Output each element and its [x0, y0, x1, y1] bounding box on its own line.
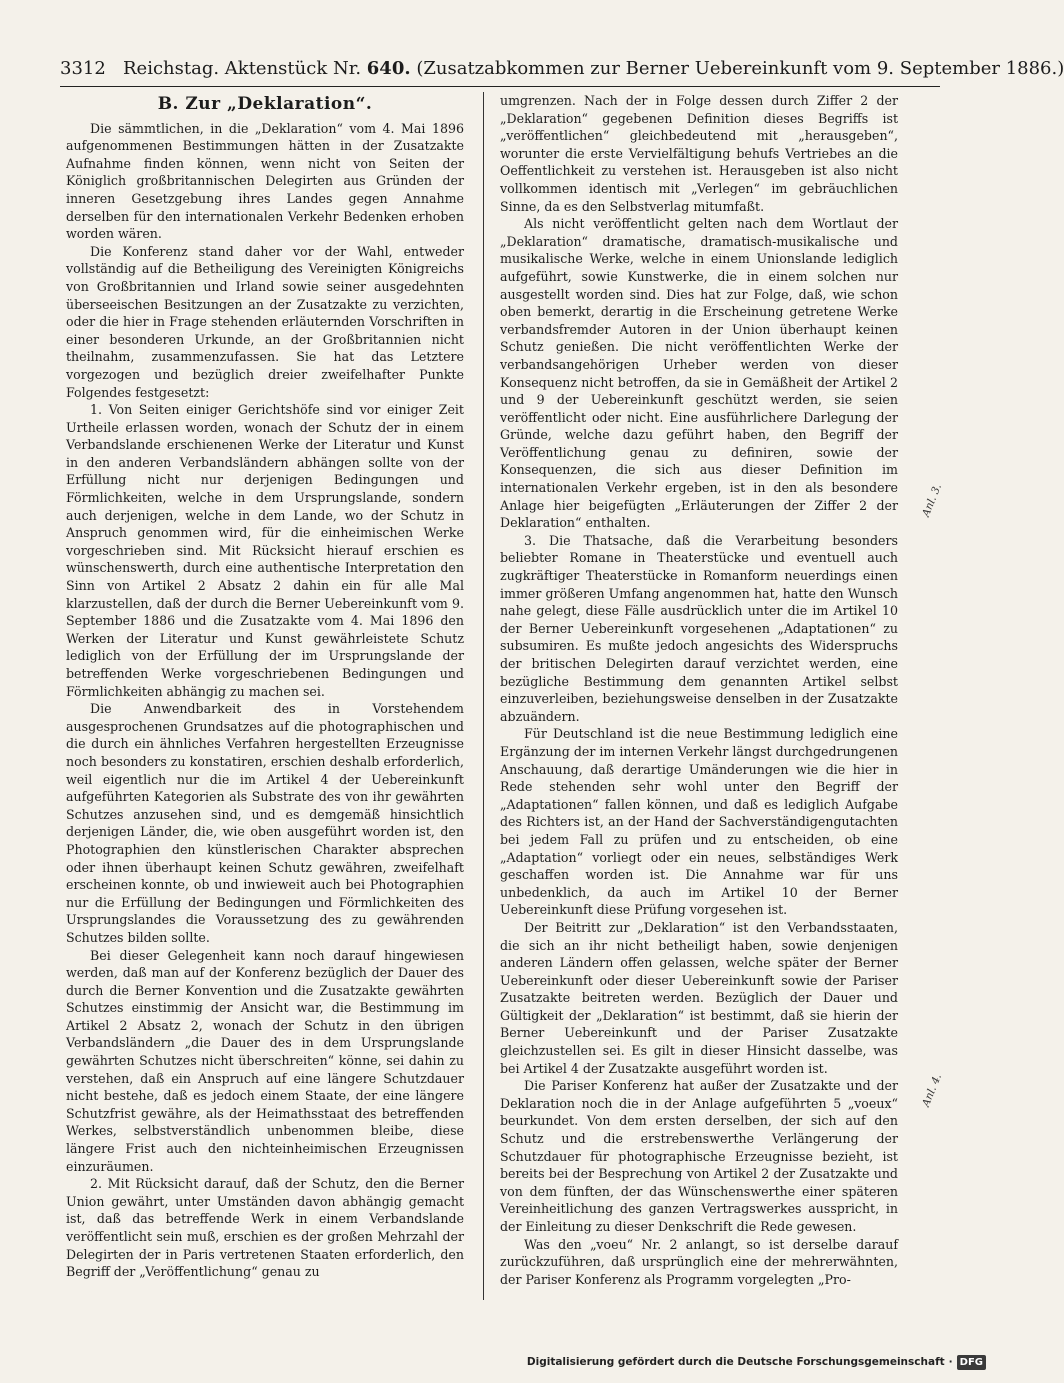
paragraph: Der Beitritt zur „Deklaration“ ist den Verbandsstaaten, die sich an ihr nicht betheiligt haben, sowie denjenigen anderen Ländern offen gelassen, welche später der Berner Uebereinkunft oder dieser Uebereinkunft sowie der Pariser Zusatzakte beitreten werden. Bezüglich der Dauer und Gültigkeit der „Deklaration“ ist bestimmt, daß sie hierin der Berner Uebereinkunft und der Pariser Zusatzakte gleichzustellen sei. Es gilt in dieser Hinsicht dasselbe, was bei Artikel 4 der Zusatzakte ausgeführt worden ist. [500, 919, 898, 1076]
page-number: 3312 [60, 58, 106, 79]
paragraph: Die Konferenz stand daher vor der Wahl, entweder vollständig auf die Betheiligung des Vereinigten Königreichs von Großbritannien und Irland sowie seiner ausgedehnten überseeischen Besitzungen an der Zusatzakte zu verzichten, oder die hier in Frage stehenden erläuternden Vorschriften in einer besonderen Urkunde, an der Großbritannien nicht theilnahm, zusammenzufassen. Sie hat das Letztere vorgezogen und bezüglich dreier zweifelhafter Punkte Folgendes festgesetzt: [66, 243, 464, 400]
header-subject: (Zusatzabkommen zur Berner Uebereinkunft vom 9. September 1886.) [416, 58, 1064, 79]
paragraph: Die Pariser Konferenz hat außer der Zusatzakte und der Deklaration noch die in der Anlage aufgeführten 5 „voeux“ beurkundet. Von dem ersten derselben, der sich auf den Schutz und die erstrebenswerthe Verlängerung der Schutzdauer für photographische Erzeugnisse bezieht, ist bereits bei der Besprechung von Artikel 2 der Zusatzakte und von dem fünften, der das Wünschenswerthe einer späteren Vereinheitlichung des ganzen Vertragswerkes ausspricht, in der Einleitung zu dieser Denkschrift die Rede gewesen. [500, 1078, 898, 1234]
section-title: B. Zur „Deklaration“. [157, 94, 373, 114]
right-column [500, 92, 898, 1302]
dfg-logo: DFG [957, 1355, 986, 1370]
running-header [60, 58, 1064, 84]
footer-text: Digitalisierung gefördert durch die Deutsche Forschungsgemeinschaft [526, 1356, 945, 1368]
margin-note-anl-3: Anl. 3. [920, 482, 945, 519]
paragraph: Was den „voeu“ Nr. 2 anlangt, so ist derselbe darauf zurückzuführen, daß ursprünglich eine der mehrerwähnten, der Pariser Konferenz als Programm vorgelegten „Pro- [500, 1236, 898, 1287]
paragraph: Die Anwendbarkeit des in Vorstehendem ausgesprochenen Grundsatzes auf die photographischen und die durch ein ähnliches Verfahren hergestellten Erzeugnisse noch besonders zu konstatiren, erschien deshalb erforderlich, weil eigentlich nur die im Artikel 4 der Uebereinkunft aufgeführten Kategorien als Substrate des von ihr gewährten Schutzes anzusehen sind, und es demgemäß hinsichtlich derjenigen Länder, die, wie oben ausgeführt worden ist, den Photographien den künstlerischen Charakter absprechen oder ihnen überhaupt keinen Schutz gewähren, zweifelhaft erscheinen konnte, ob und inwieweit auch bei Photographien nur die Erfüllung der Bedingungen und Förmlichkeiten des Ursprungslandes die Voraussetzung des zu gewährenden Schutzes bilden sollte. [66, 701, 464, 945]
column-divider [483, 92, 484, 1300]
paragraph: Für Deutschland ist die neue Bestimmung lediglich eine Ergänzung der im internen Verkehr längst durchgedrungenen Anschauung, daß derartige Umänderungen wie die hier in Rede stehenden sehr wohl unter den Begriff der „Adaptationen“ fallen können, und daß es lediglich Aufgabe des Richters ist, an der Hand der Sachverständigengutachten bei jedem Fall zu prüfen und zu entscheiden, ob eine „Adaptation“ vorliegt oder ein neues, selbständiges Werk geschaffen worden ist. Die Annahme war für uns unbedenklich, da auch im Artikel 10 der Berner Uebereinkunft diese Prüfung vorgesehen ist. [500, 726, 898, 918]
header-rule [60, 86, 940, 87]
paragraph: umgrenzen. Nach der in Folge dessen durch Ziffer 2 der „Deklaration“ gegebenen Definition dieses Begriffs ist „veröffentlichen“ gleichbedeutend mit „herausgeben“, worunter die erste Vervielfältigung behufs Vertriebes an die Oeffentlichkeit zu verstehen ist. Herausgeben ist also nicht vollkommen identisch mit „Verlegen“ im gebräuchlichen Sinne, da es den Selbstverlag mitumfaßt. [500, 93, 898, 214]
paragraph: Bei dieser Gelegenheit kann noch darauf hingewiesen werden, daß man auf der Konferenz bezüglich der Dauer des durch die Berner Konvention und die Zusatzakte gewährten Schutzes einstimmig der Ansicht war, die Bestimmung im Artikel 2 Absatz 2, wonach der Schutz in den übrigen Verbandsländern „die Dauer des in dem Ursprungslande gewährten Schutzes nicht überschreiten“ könne, sei dahin zu verstehen, daß ein Anspruch auf eine längere Schutzdauer nicht bestehe, daß es jedoch einem Staate, der eine längere Schutzfrist gewähre, als der Heimathsstaat des betreffenden Werkes, selbstverständlich unbenommen bleibe, diese längere Frist auch den nichteinheimischen Erzeugnissen einzuräumen. [66, 947, 464, 1174]
paragraph: Die sämmtlichen, in die „Deklaration“ vom 4. Mai 1896 aufgenommenen Bestimmungen hätten in der Zusatzakte Aufnahme finden können, wenn nicht von Seiten der Königlich großbritannischen Delegirten aus Gründen der inneren Gesetzgebung ihres Landes gegen Annahme derselben für den internationalen Verkehr Bedenken erhoben worden wären. [66, 120, 464, 242]
paragraph: 2. Mit Rücksicht darauf, daß der Schutz, den die Berner Union gewährt, unter Umständen davon abhängig gemacht ist, daß das betreffende Werk in einem Verbandslande veröffentlicht sein muß, erschien es der großen Mehrzahl der Delegirten der in Paris vertretenen Staaten erforderlich, den Begriff der „Veröffentlichung“ genau zu [66, 1176, 464, 1280]
left-column [66, 92, 464, 1302]
paragraph: 3. Die Thatsache, daß die Verarbeitung besonders beliebter Romane in Theaterstücke und eventuell auch zugkräftiger Theaterstücke in Romanform neuerdings einen immer größeren Umfang angenommen hat, hatte den Wunsch nahe gelegt, diese Fälle ausdrücklich unter die im Artikel 10 der Berner Uebereinkunft vorgesehenen „Adaptationen“ zu subsumiren. Es mußte jedoch angesichts des Widerspruchs der britischen Delegirten darauf verzichtet werden, eine bezügliche Bestimmung dem genannten Artikel selbst einzuverleiben, beziehungsweise denselben in der Zusatzakte abzuändern. [500, 532, 898, 724]
paragraph: 1. Von Seiten einiger Gerichtshöfe sind vor einiger Zeit Urtheile erlassen worden, wonach der Schutz der in einem Verbandslande erschienenen Werke der Literatur und Kunst in den anderen Verbandsländern abhängen sollte von der Erfüllung nicht nur derjenigen Bedingungen und Förmlichkeiten, welche in dem Ursprungslande, sondern auch derjenigen, welche in dem Lande, wo der Schutz in Anspruch genommen wird, für die einheimischen Werke vorgeschrieben sind. Mit Rücksicht hierauf erschien es wünschenswerth, durch eine authentische Interpretation den Sinn von Artikel 2 Absatz 2 dahin ein für alle Mal klarzustellen, daß der durch die Berner Uebereinkunft vom 9. September 1886 und die Zusatzakte vom 4. Mai 1896 den Werken der Literatur und Kunst gewährleistete Schutz lediglich von der Erfüllung der im Ursprungslande der betreffenden Werke vorgeschriebenen Bedingungen und Förmlichkeiten abhängig zu machen sei. [66, 402, 464, 699]
header-prefix: Reichstag. Aktenstück Nr. [122, 58, 362, 79]
paragraph: Als nicht veröffentlicht gelten nach dem Wortlaut der „Deklaration“ dramatische, dramatisch-musikalische und musikalische Werke, welche in einem Unionslande lediglich aufgeführt, sowie Kunstwerke, die in einem solchen nur ausgestellt worden sind. Dies hat zur Folge, daß, wie schon oben bemerkt, derartig in die Erscheinung getretene Werke verbandsfremder Autoren in der Union überhaupt keinen Schutz genießen. Die nicht veröffentlichten Werke der verbandsangehörigen Urheber werden von dieser Konsequenz nicht betroffen, da sie in Gemäßheit der Artikel 2 und 9 der Uebereinkunft geschützt werden, sie seien veröffentlicht oder nicht. Eine ausführlichere Darlegung der Gründe, welche dazu geführt haben, den Begriff der Veröffentlichung genau zu definiren, sowie der Konsequenzen, die sich aus dieser Definition im internationalen Verkehr ergeben, ist in den als besondere Anlage hier beigefügten „Erläuterungen der Ziffer 2 der Deklaration“ enthalten. [500, 216, 898, 531]
footer-credit: Digitalisierung gefördert durch die Deutsche Forschungsgemeinschaft · DFG [527, 1353, 986, 1371]
margin-note-anl-4: Anl. 4. [920, 1072, 945, 1109]
document-number: 640. [366, 58, 411, 79]
